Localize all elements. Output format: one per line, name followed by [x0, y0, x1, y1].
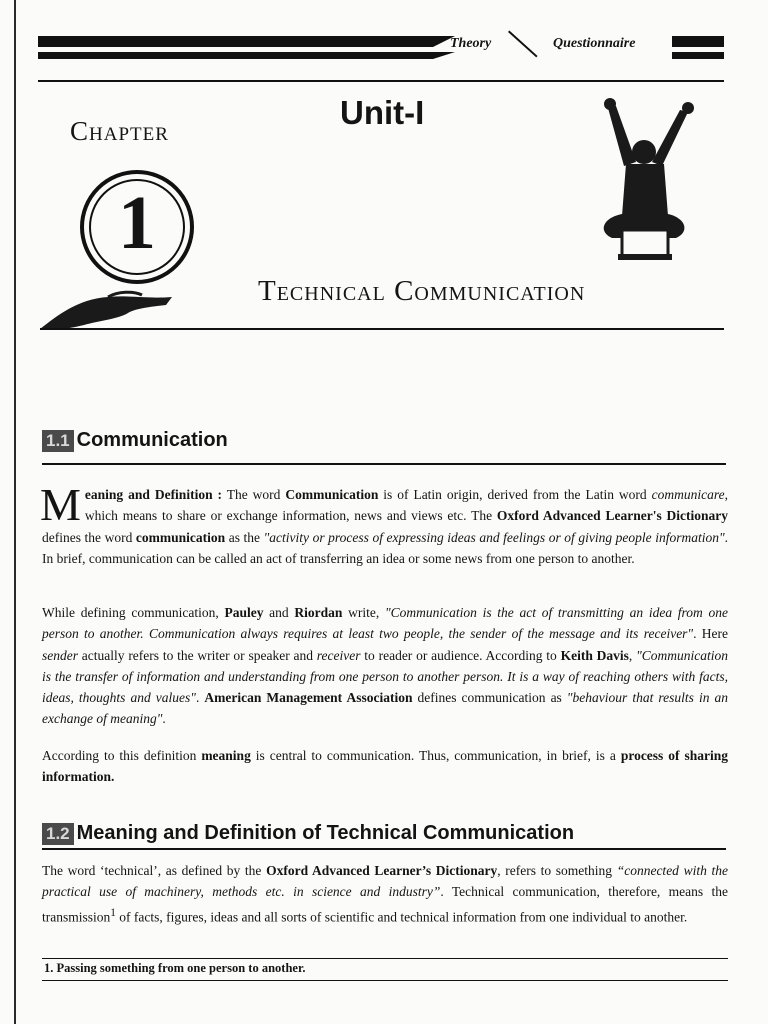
paragraph-text: eaning and Definition : The word Communication is of Latin origin, derived from the Latin word communicare, which means to share or exchange information, news and views etc. The Oxford Advanced Learner's Dictionary defines the word communication as the "activity or process of expressing ideas and feelings or of giving people information". In brief, communication can be called an act of transferring an idea or some news from one person to another.: [42, 487, 729, 566]
section-title: Communication: [76, 429, 228, 451]
header-stripe: [38, 52, 433, 59]
header-stripe: [672, 36, 724, 47]
footnote: 1. Passing something from one person to another.: [44, 961, 306, 975]
header-stripe: [672, 52, 724, 59]
paragraph: The word ‘technical’, as defined by the Oxford Advanced Learner’s Dictionary, refers to something “connected with the practical use of machinery, methods etc. in science and industry”. Technical communication, therefore, means the transmission$^1$ of facts, figures, ideas and all sorts of scientific and technical information from one individual to another.: [42, 863, 728, 925]
header-rule: [38, 80, 724, 82]
section-rule: [42, 463, 726, 465]
paragraph: [40, 479, 729, 569]
header-band: [38, 32, 724, 64]
header-stripe: [38, 36, 433, 47]
chapter-number: 1: [118, 181, 156, 265]
footnote-rule: [42, 980, 728, 981]
section-rule: [42, 848, 726, 850]
drop-cap: M: [40, 479, 81, 530]
person-with-laptop-icon: [592, 96, 696, 268]
footnote-rule: [42, 958, 728, 959]
chapter-label: Chapter: [70, 116, 169, 146]
paragraph: While defining communication, Pauley and Riordan write, "Communication is the act of transmitting an idea from one person to another. Communication always requires at least two people, the sender of the message and its receiver". Here sender actually refers to the writer or speaker and receiver to reader or audience. According to Keith Davis, "Communication is the transfer of information and understanding from one person to another person. It is a way of reaching others with facts, ideas, thoughts and values". American Management Association defines communication as "behaviour that results in an exchange of meaning".: [42, 605, 728, 727]
theory-label: Theory: [450, 36, 492, 51]
section-number: 1.1: [42, 430, 74, 452]
chapter-title: Technical Communication: [258, 275, 586, 307]
section-heading: [42, 429, 726, 452]
section-title: Meaning and Definition of Technical Communication: [76, 822, 575, 844]
unit-label: Unit-I: [340, 94, 425, 131]
section-number: 1.2: [42, 823, 74, 845]
paragraph: According to this definition meaning is central to communication. Thus, communication, in brief, is a process of sharing information.: [42, 748, 728, 785]
title-rule: [40, 328, 724, 330]
section-heading: [42, 822, 726, 845]
header-divider: [508, 31, 538, 58]
open-hand-icon: [38, 285, 178, 333]
page-edge-rule: [14, 0, 16, 1024]
questionnaire-label: Questionnaire: [553, 36, 636, 51]
chapter-number-badge: [78, 168, 196, 286]
